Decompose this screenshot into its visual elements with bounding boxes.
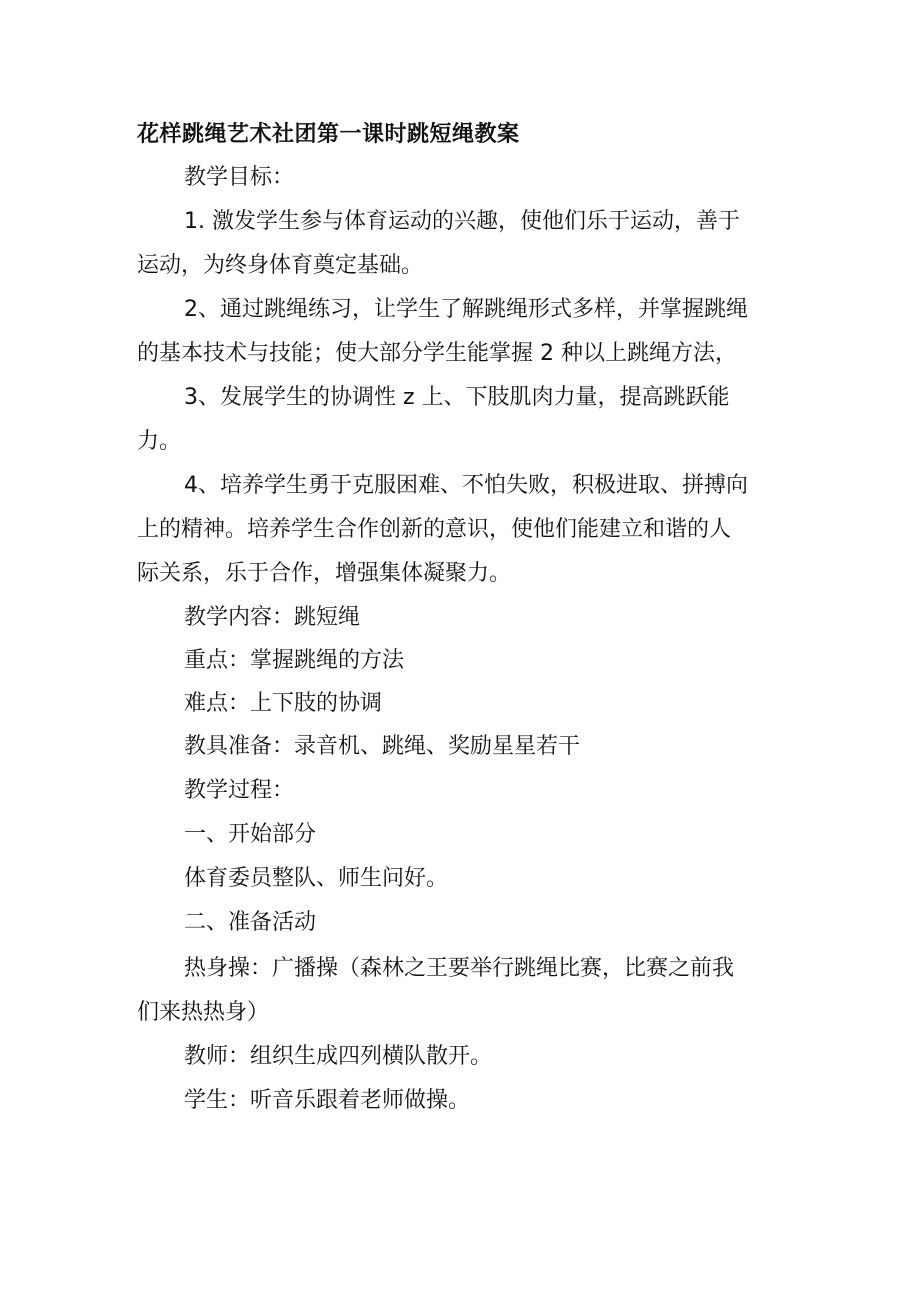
equipment: 教具准备：录音机、跳绳、奖励星星若干: [184, 734, 581, 759]
goal-1-line-1: 1. 激发学生参与体育运动的兴趣，使他们乐于运动，善于: [184, 209, 740, 234]
goal-3-line-1: 3、发展学生的协调性 z 上、下肢肌肉力量，提高跳跃能: [184, 385, 730, 410]
goal-4-line-3: 际关系，乐于合作，增强集体凝聚力。: [137, 561, 512, 586]
goal-4-line-1: 4、培养学生勇于克服困难、不怕失败，积极进取、拼搏向: [184, 473, 748, 498]
teaching-content: 教学内容：跳短绳: [184, 605, 361, 630]
part-1-heading: 一、开始部分: [184, 822, 317, 847]
part-2-heading: 二、准备活动: [184, 910, 317, 935]
goals-heading: 教学目标：: [184, 165, 295, 190]
goal-2-line-1: 2、通过跳绳练习，让学生了解跳绳形式多样，并掌握跳绳: [184, 297, 748, 322]
goal-2-line-2: 的基本技术与技能；使大部分学生能掌握 2 种以上跳绳方法，: [137, 341, 737, 366]
key-point: 重点：掌握跳绳的方法: [184, 648, 405, 673]
warmup-line-1: 热身操：广播操（森林之王要举行跳绳比赛，比赛之前我: [184, 956, 735, 981]
student-instruction: 学生：听音乐跟着老师做操。: [184, 1088, 471, 1113]
document-title: 花样跳绳艺术社团第一课时跳短绳教案: [137, 122, 520, 147]
difficulty: 难点：上下肢的协调: [184, 691, 383, 716]
goal-3-line-2: 力。: [137, 429, 182, 454]
process-heading: 教学过程：: [184, 778, 295, 803]
warmup-line-2: 们来热热身）: [137, 1000, 270, 1025]
teacher-instruction: 教师：组织生成四列横队散开。: [184, 1044, 493, 1069]
goal-1-line-2: 运动，为终身体育奠定基础。: [137, 253, 424, 278]
part-1-text: 体育委员整队、师生问好。: [184, 866, 449, 891]
goal-4-line-2: 上的精神。培养学生合作创新的意识，使他们能建立和谐的人: [137, 517, 732, 542]
